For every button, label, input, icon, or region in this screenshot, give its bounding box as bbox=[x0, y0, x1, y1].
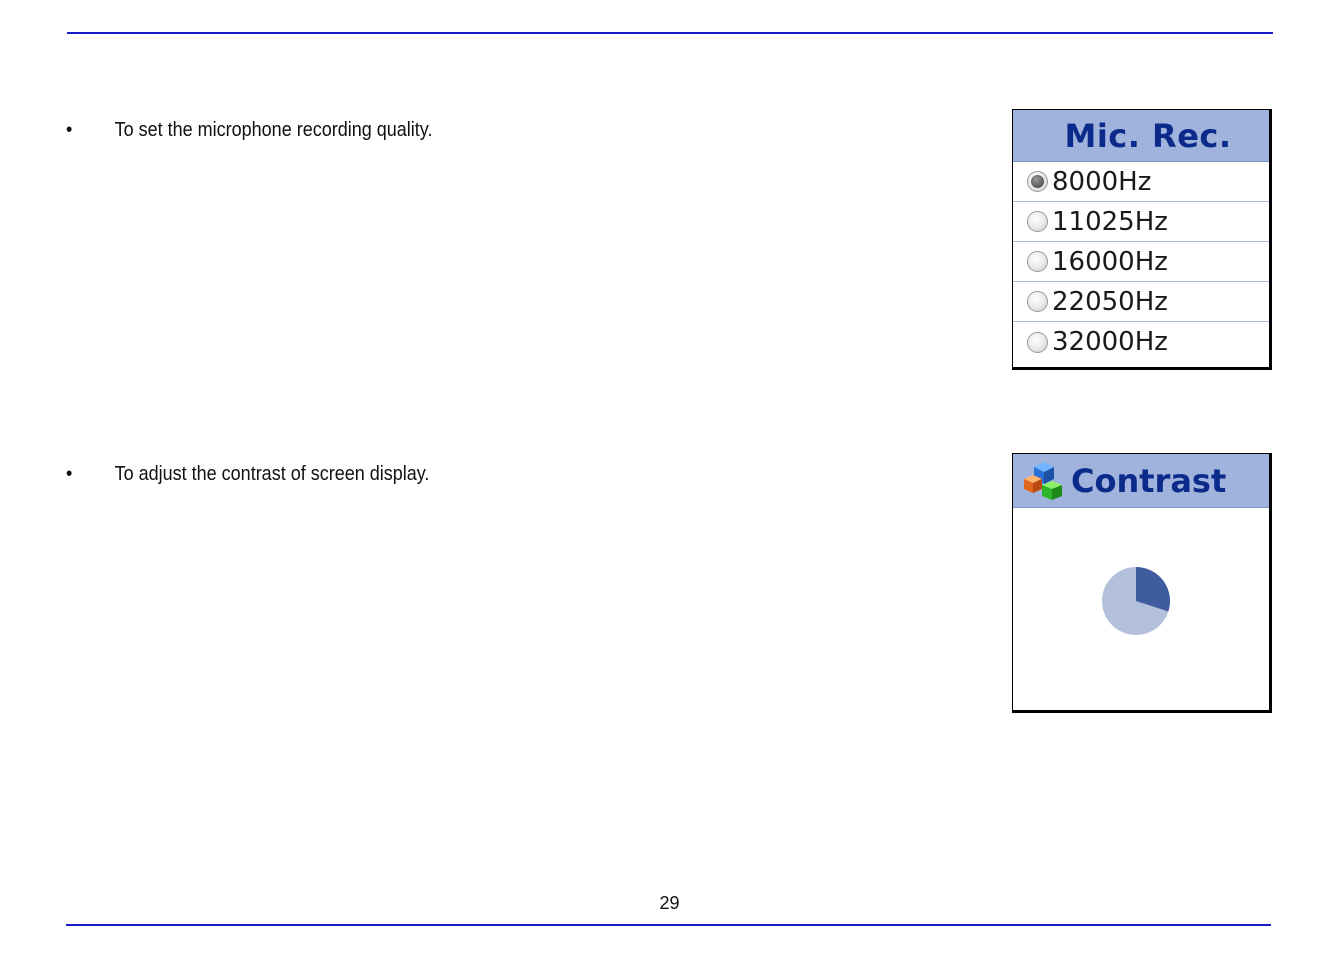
option-label: 8000Hz bbox=[1052, 166, 1152, 197]
option-label: 16000Hz bbox=[1052, 246, 1168, 277]
top-rule bbox=[67, 32, 1273, 34]
option-22050hz[interactable] bbox=[1013, 282, 1269, 322]
option-11025hz[interactable] bbox=[1013, 202, 1269, 242]
radio-16000hz[interactable] bbox=[1027, 251, 1048, 272]
mic-description-text: To set the microphone recording quality. bbox=[114, 119, 433, 141]
option-label: 11025Hz bbox=[1052, 206, 1168, 237]
radio-22050hz[interactable] bbox=[1027, 291, 1048, 312]
bottom-rule bbox=[66, 924, 1271, 926]
option-label: 22050Hz bbox=[1052, 286, 1168, 317]
bullet: • bbox=[66, 119, 73, 141]
option-16000hz[interactable] bbox=[1013, 242, 1269, 282]
mic-rec-panel bbox=[1012, 109, 1272, 370]
contrast-level-dial[interactable] bbox=[1101, 566, 1171, 636]
contrast-panel bbox=[1012, 453, 1272, 713]
cubes-icon bbox=[1021, 458, 1067, 504]
mic-rec-title: Mic. Rec. bbox=[1013, 110, 1269, 162]
mic-description bbox=[66, 119, 432, 142]
contrast-body bbox=[1013, 508, 1269, 708]
option-8000hz[interactable] bbox=[1013, 162, 1269, 202]
contrast-description-text: To adjust the contrast of screen display. bbox=[114, 463, 430, 485]
contrast-description bbox=[66, 463, 429, 486]
mic-rec-options bbox=[1013, 162, 1269, 362]
radio-11025hz[interactable] bbox=[1027, 211, 1048, 232]
option-32000hz[interactable] bbox=[1013, 322, 1269, 362]
bullet: • bbox=[66, 463, 73, 485]
radio-32000hz[interactable] bbox=[1027, 332, 1048, 353]
radio-8000hz[interactable] bbox=[1027, 171, 1048, 192]
page-number: 29 bbox=[659, 893, 680, 913]
option-label: 32000Hz bbox=[1052, 327, 1168, 357]
contrast-title: Contrast bbox=[1071, 461, 1227, 500]
contrast-header bbox=[1013, 454, 1269, 508]
